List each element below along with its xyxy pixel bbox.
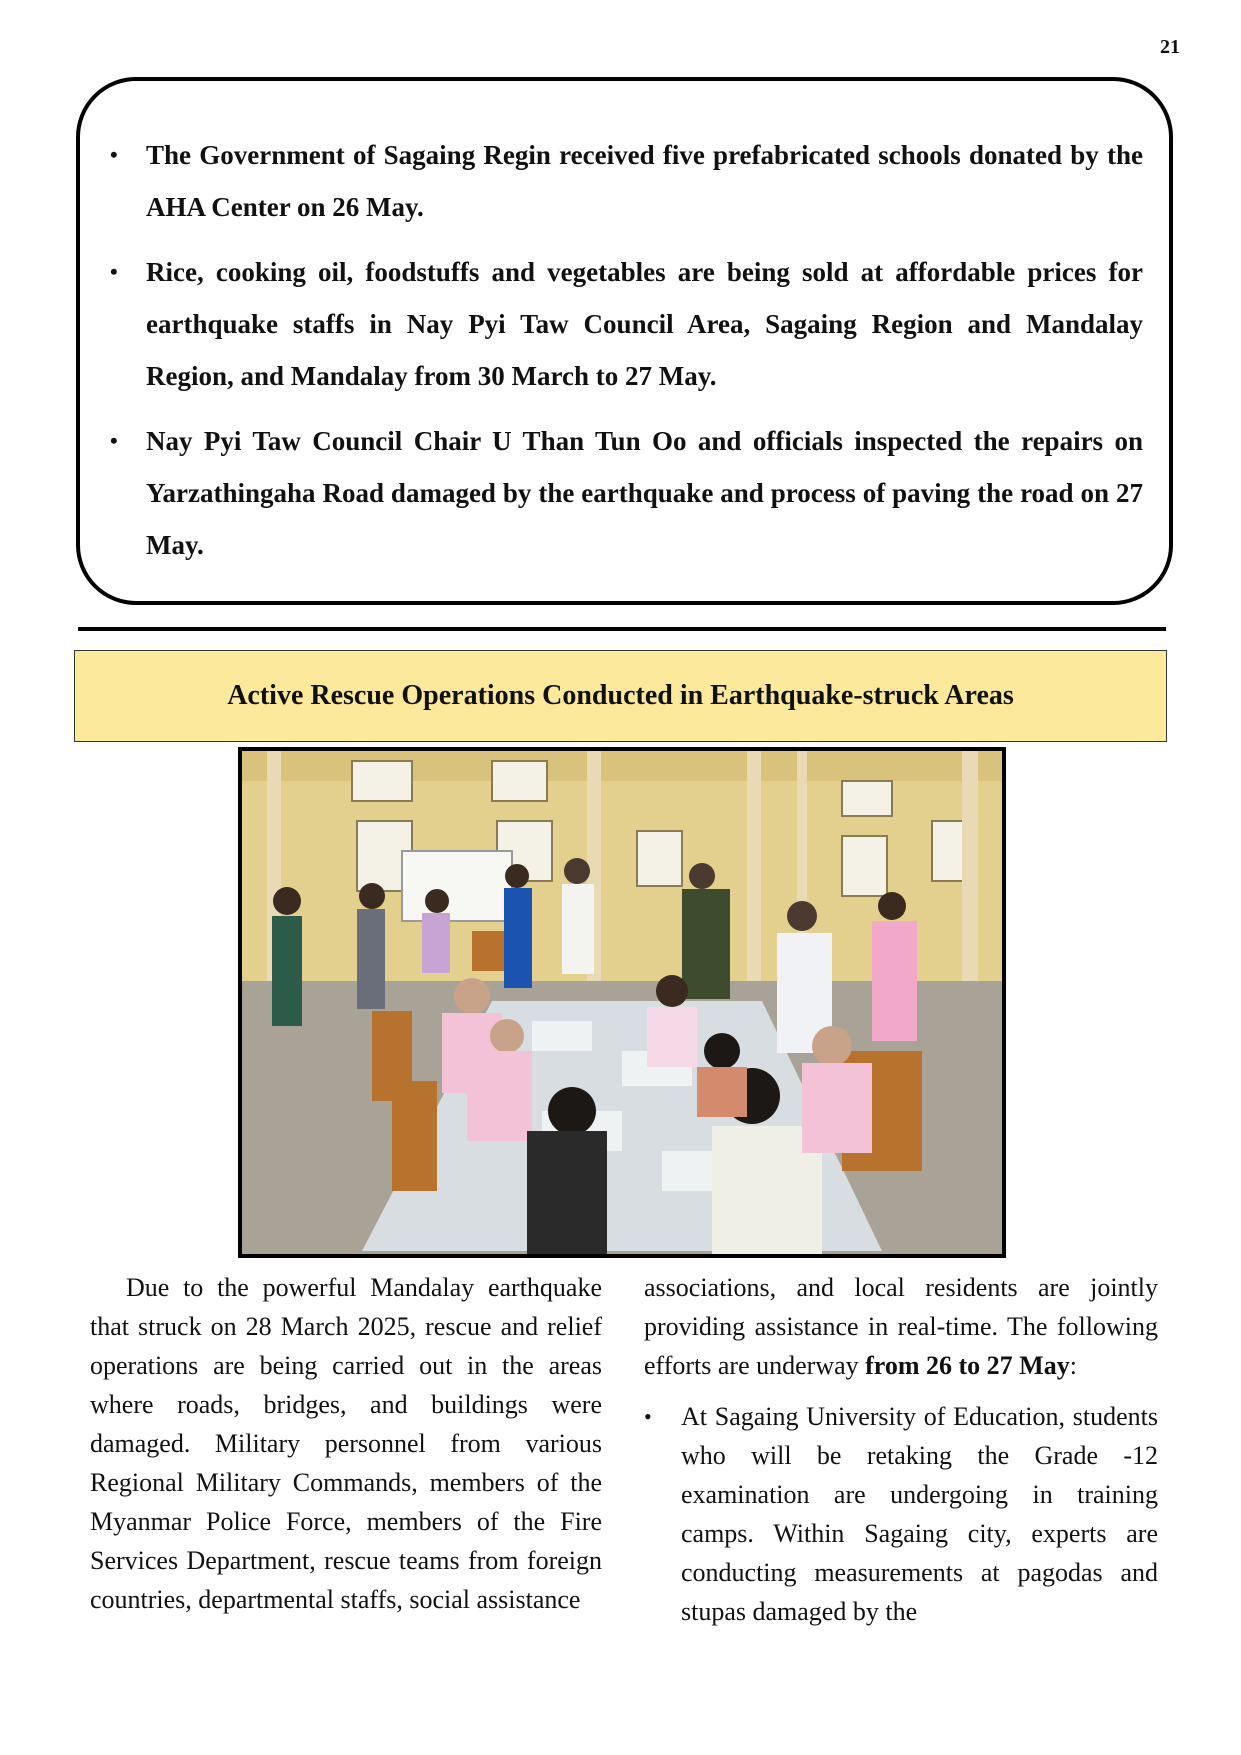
article-bullet-item [644, 1397, 1158, 1631]
notice-item [110, 129, 1143, 233]
bullet-icon: • [644, 1404, 652, 1429]
notice-list [110, 129, 1143, 584]
article-intro-colon: : [1069, 1351, 1077, 1380]
article-left-column [90, 1268, 602, 1619]
article-bullet-list [644, 1397, 1158, 1631]
notice-item-text: The Government of Sagaing Regin received five prefabricated schools donated by the AHA Center on 26 May. [146, 140, 1143, 222]
bullet-icon: • [110, 259, 118, 284]
notice-item-text: Rice, cooking oil, foodstuffs and vegetables are being sold at affordable prices for earthquake staffs in Nay Pyi Taw Council Area, Sagaing Region and Mandalay Region, and Mandalay from 30 March to 27 May. [146, 257, 1143, 391]
notice-item [110, 415, 1143, 571]
article-intro-text: associations, and local residents are jointly providing assistance in real-time. The following efforts are underway [644, 1273, 1158, 1380]
notice-item-text: Nay Pyi Taw Council Chair U Than Tun Oo and officials inspected the repairs on Yarzathingaha Road damaged by the earthquake and process of paving the road on 27 May. [146, 426, 1143, 560]
article-right-column [644, 1268, 1158, 1631]
page-number: 21 [1160, 36, 1180, 58]
article-date-range: from 26 to 27 May [865, 1351, 1070, 1380]
bullet-icon: • [110, 428, 118, 453]
article-paragraph: Due to the powerful Mandalay earthquake that struck on 28 March 2025, rescue and relief operations are being carried out in the areas where roads, bridges, and buildings were damaged. Military personnel from various Regional Military Commands, members of the Myanmar Police Force, members of the Fire Services Department, rescue teams from foreign countries, departmental staffs, social assistance [90, 1273, 602, 1614]
article-bullet-text: At Sagaing University of Education, students who will be retaking the Grade -12 examination are undergoing in training camps. Within Sagaing city, experts are conducting measurements at pagodas and stupas damaged by the [681, 1402, 1158, 1626]
section-title: Active Rescue Operations Conducted in Earthquake-struck Areas [74, 650, 1167, 742]
section-divider [78, 627, 1166, 631]
article-intro [644, 1268, 1158, 1385]
photo-illustration [242, 751, 1002, 1254]
bullet-icon: • [110, 142, 118, 167]
notice-box [76, 77, 1173, 605]
rescue-operations-photo [238, 747, 1006, 1258]
notice-item [110, 246, 1143, 402]
